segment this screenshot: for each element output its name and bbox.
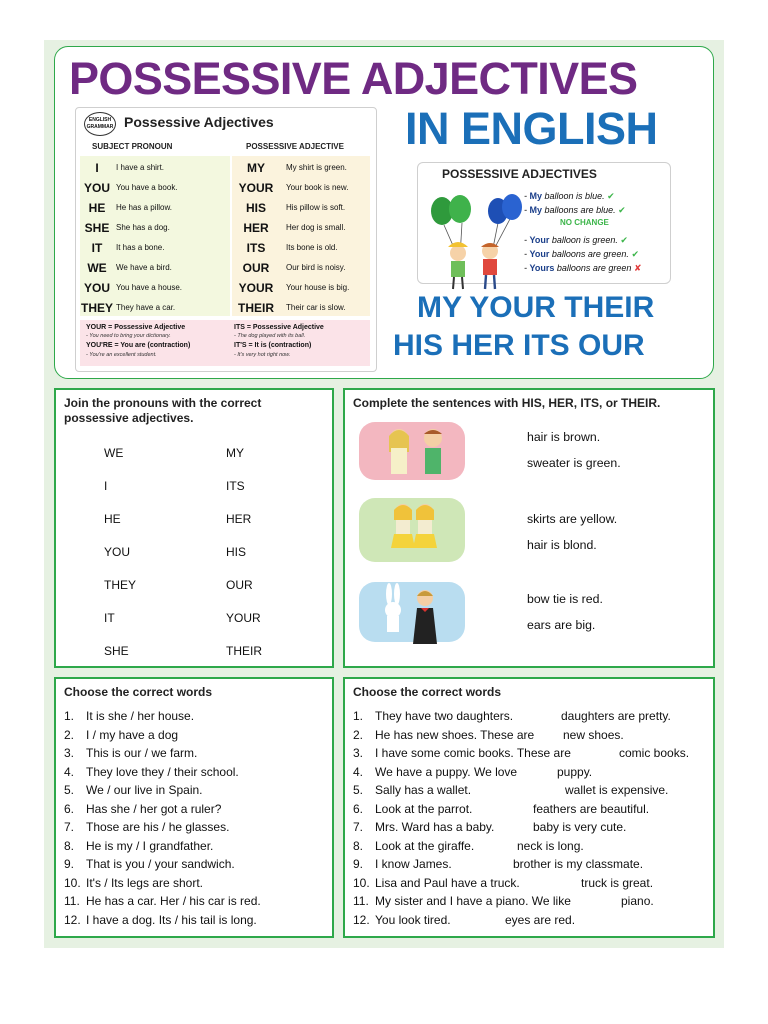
note-youre: YOU'RE = You are (contraction) [86, 342, 191, 349]
sentence-to-complete: hair is brown. [527, 430, 601, 444]
sentence-start: He has new shoes. These are [375, 727, 535, 742]
possessive-adjective: ITS [246, 241, 266, 255]
balloon-sentence [524, 263, 641, 274]
notes-box [80, 320, 370, 366]
item-number: 7. [64, 820, 75, 834]
boy-and-girl-illustration [359, 422, 465, 480]
item-number: 5. [353, 783, 364, 797]
pronoun-item[interactable]: WE [104, 446, 124, 460]
picture-boy-and-girl [359, 422, 465, 480]
exercise-join-pronouns [54, 388, 334, 668]
possessive-adjective: MY [247, 161, 265, 175]
grammar-row [76, 218, 376, 238]
grammar-card-title: Possessive Adjectives [124, 114, 274, 130]
grammar-badge: ENGLISH GRAMMAR [84, 112, 116, 136]
possessive-adjective: THEIR [238, 301, 274, 315]
pronoun-item[interactable]: THEY [104, 578, 137, 592]
fill-sentence [353, 894, 571, 908]
item-number: 6. [353, 801, 364, 816]
sentence-end: piano. [621, 894, 654, 908]
note-it-s: IT'S = It is (contraction) [234, 342, 312, 349]
note-youre-example: - You're an excellent student. [86, 352, 157, 358]
adjective-example: Your house is big. [286, 283, 350, 292]
pronoun-item[interactable]: I [104, 479, 108, 493]
fill-sentence [353, 857, 452, 871]
subject-pronoun: WE [87, 261, 107, 275]
pronoun-example: She has a dog. [116, 223, 170, 232]
note-your-example: - You need to bring your dictionary. [86, 333, 171, 339]
item-number: 11. [353, 894, 369, 908]
fill-sentence [353, 728, 534, 742]
pronoun-example: He has a pillow. [116, 203, 173, 212]
balloon-sentence [524, 191, 615, 202]
item-text: We / our live in Spain. [86, 783, 203, 797]
possessive-adjective: YOUR [238, 181, 274, 195]
sentence-end: truck is great. [581, 875, 654, 890]
sentence-start: I have some comic books. These are [375, 746, 571, 760]
sentence-dash: - [524, 249, 527, 259]
fill-sentence [353, 765, 517, 779]
pronoun-item[interactable]: YOU [104, 545, 131, 559]
sentence-end: daughters are pretty. [561, 709, 671, 723]
fill-sentence [353, 913, 451, 927]
balloon-picture-card [417, 162, 671, 284]
twin-girls-illustration [359, 498, 465, 562]
item-number: 9. [353, 857, 364, 871]
sentence-dash: - [524, 205, 527, 215]
sentence-rest: balloons are green. [549, 249, 629, 259]
adjective-item[interactable]: HIS [226, 545, 247, 559]
item-text: This is our / we farm. [86, 746, 198, 760]
item-text: He is my / I grandfather. [86, 838, 214, 853]
header-panel [54, 46, 714, 379]
subject-pronoun: HE [88, 201, 106, 215]
item-number: 6. [64, 801, 75, 816]
pronoun-item[interactable]: IT [104, 611, 115, 625]
choice-sentence[interactable] [64, 839, 213, 853]
adjective-item[interactable]: YOUR [226, 611, 261, 625]
sentence-start: I know James. [375, 857, 452, 871]
grammar-row [76, 238, 376, 258]
exercise1-instruction: Join the pronouns with the correct possessive adjectives. [64, 396, 262, 425]
item-text: They love they / their school. [86, 764, 239, 779]
picture-magician-and-rabbit [359, 582, 465, 642]
check-icon: ✔ [618, 205, 626, 215]
item-number: 8. [353, 838, 364, 853]
grammar-row [76, 158, 376, 178]
pronoun-example: I have a shirt. [116, 163, 165, 172]
choice-sentence[interactable] [64, 802, 221, 816]
possessive-adjective: HER [243, 221, 269, 235]
item-number: 12. [64, 912, 81, 927]
big-words-row-2: HIS HER ITS OUR [393, 329, 645, 362]
item-number: 2. [353, 727, 364, 742]
pronoun-example: You have a house. [116, 283, 182, 292]
possessive-adjective: YOUR [238, 281, 274, 295]
exercise2-instruction: Complete the sentences with HIS, HER, ITS, or THEIR. [353, 396, 661, 410]
sentence-end: comic books. [619, 746, 690, 760]
grammar-row [76, 198, 376, 218]
adjective-example: Your book is new. [286, 183, 349, 192]
note-its: ITS = Possessive Adjective [234, 324, 324, 331]
sentence-end: baby is very cute. [533, 820, 627, 834]
fill-sentence [353, 709, 513, 723]
grammar-row [76, 278, 376, 298]
sentence-start: You look tired. [375, 912, 451, 927]
item-number: 1. [353, 709, 364, 723]
exercise-choose-words-1 [54, 677, 334, 938]
balloon-sentence [524, 235, 628, 246]
sentence-possessive-word: Your [529, 235, 550, 245]
choice-sentence[interactable] [64, 820, 229, 834]
page-subtitle: IN ENGLISH [405, 103, 658, 154]
subject-pronoun: YOU [83, 181, 110, 195]
item-number: 2. [64, 727, 75, 742]
column-header-adjective: POSSESSIVE ADJECTIVE [246, 142, 344, 151]
item-number: 3. [64, 746, 75, 760]
item-text: He has a car. Her / his car is red. [86, 894, 261, 908]
sentence-start: Sally has a wallet. [375, 783, 472, 797]
fill-sentence [353, 876, 520, 890]
sentence-start: My sister and I have a piano. We like [375, 894, 571, 908]
balloon-sentence [524, 249, 639, 260]
sentence-start: Lisa and Paul have a truck. [375, 875, 520, 890]
item-number: 1. [64, 709, 75, 723]
sentence-end: wallet is expensive. [565, 783, 669, 797]
subject-pronoun: YOU [83, 281, 110, 295]
item-number: 4. [64, 764, 75, 779]
sentence-possessive-word: Your [529, 249, 550, 259]
choice-sentence[interactable] [64, 709, 194, 723]
kids-with-balloons-illustration [422, 185, 522, 295]
subject-pronoun: IT [91, 241, 103, 255]
fill-sentence [353, 839, 474, 853]
choice-sentence[interactable] [64, 876, 203, 890]
big-words-row-1: MY YOUR THEIR [417, 291, 655, 324]
grammar-row [76, 298, 376, 318]
adjective-example: His pillow is soft. [286, 203, 346, 212]
sentence-start: Mrs. Ward has a baby. [375, 820, 495, 834]
adjective-item[interactable]: MY [226, 446, 244, 460]
sentence-rest: balloon is green. [549, 235, 618, 245]
sentence-possessive-word: My [529, 191, 543, 201]
choice-sentence[interactable] [64, 894, 261, 908]
item-text: It's / Its legs are short. [86, 875, 203, 890]
fill-sentence [353, 783, 471, 797]
note-your: YOUR = Possessive Adjective [86, 324, 186, 331]
adjective-item[interactable]: HER [226, 512, 252, 526]
no-change-label: NO CHANGE [560, 218, 609, 227]
grammar-row [76, 178, 376, 198]
item-number: 9. [64, 857, 75, 871]
item-number: 10. [64, 875, 81, 890]
choice-sentence[interactable] [64, 765, 239, 779]
choice-sentence[interactable] [64, 857, 235, 871]
page-title: POSSESSIVE ADJECTIVES [69, 53, 638, 104]
note-its-example: - The dog played with its ball. [234, 333, 306, 339]
exercise4-instruction: Choose the correct words [353, 685, 502, 699]
pronoun-example: You have a book. [116, 183, 178, 192]
balloon-sentence [524, 205, 626, 216]
item-text: That is you / your sandwich. [86, 857, 235, 871]
item-number: 11. [64, 894, 80, 908]
item-number: 7. [353, 820, 364, 834]
item-number: 10. [353, 875, 370, 890]
exercise-choose-words-2 [343, 677, 715, 938]
item-number: 8. [64, 838, 75, 853]
subject-pronoun: SHE [84, 221, 110, 235]
choice-sentence[interactable] [64, 783, 203, 797]
check-icon: ✔ [631, 249, 639, 259]
adjective-example: Her dog is small. [286, 223, 346, 232]
sentence-to-complete: hair is blond. [527, 538, 597, 552]
cross-icon: ✘ [633, 263, 642, 273]
sentence-to-complete: sweater is green. [527, 456, 621, 470]
adjective-example: Our bird is noisy. [286, 263, 346, 272]
sentence-end: new shoes. [563, 727, 624, 742]
sentence-dash: - [524, 235, 527, 245]
note-it-s-example: - It's very hot right now. [234, 352, 291, 358]
item-text: I / my have a dog [86, 727, 179, 742]
pronoun-example: They have a car. [116, 303, 176, 312]
sentence-to-complete: skirts are yellow. [527, 512, 618, 526]
sentence-possessive-word: Yours [529, 263, 555, 273]
adjective-example: Their car is slow. [286, 303, 346, 312]
sentence-start: They have two daughters. [375, 709, 514, 723]
item-text: It is she / her house. [86, 709, 195, 723]
grammar-card [75, 107, 377, 372]
pronoun-item[interactable]: SHE [104, 644, 129, 658]
sentence-end: eyes are red. [505, 912, 576, 927]
sentence-dash: - [524, 263, 527, 273]
adjective-example: Its bone is old. [286, 243, 338, 252]
item-text: I have a dog. Its / his tail is long. [86, 912, 257, 927]
sentence-end: feathers are beautiful. [533, 801, 650, 816]
sentence-start: We have a puppy. We love [375, 764, 518, 779]
fill-sentence [353, 746, 571, 760]
magician-and-rabbit-illustration [359, 582, 465, 652]
fill-sentence [353, 820, 494, 834]
adjective-item[interactable]: OUR [226, 578, 253, 592]
subject-pronoun: I [95, 161, 99, 175]
check-icon: ✔ [620, 235, 628, 245]
pronoun-example: We have a bird. [116, 263, 172, 272]
sentence-possessive-word: My [529, 205, 543, 215]
possessive-adjective: HIS [245, 201, 266, 215]
item-number: 4. [353, 764, 364, 779]
adjective-item[interactable]: THEIR [226, 644, 262, 658]
item-number: 5. [64, 783, 75, 797]
sentence-start: Look at the parrot. [375, 801, 473, 816]
sentence-start: Look at the giraffe. [375, 838, 475, 853]
sentence-end: neck is long. [517, 838, 584, 853]
exercise-complete-sentences [343, 388, 715, 668]
item-number: 12. [353, 912, 370, 927]
sentence-dash: - [524, 191, 527, 201]
sentence-end: puppy. [557, 764, 593, 779]
column-header-pronoun: SUBJECT PRONOUN [92, 142, 173, 151]
item-number: 3. [353, 746, 364, 760]
subject-pronoun: THEY [80, 301, 113, 315]
pronoun-example: It has a bone. [116, 243, 165, 252]
choice-sentence[interactable] [64, 746, 197, 760]
fill-sentence [353, 802, 472, 816]
grammar-row [76, 258, 376, 278]
adjective-example: My shirt is green. [286, 163, 347, 172]
sentence-to-complete: ears are big. [527, 618, 596, 632]
choice-sentence[interactable] [64, 728, 178, 742]
adjective-item[interactable]: ITS [226, 479, 245, 493]
check-icon: ✔ [607, 191, 615, 201]
item-text: Those are his / he glasses. [86, 820, 230, 834]
picture-twin-girls [359, 498, 465, 562]
sentence-to-complete: bow tie is red. [527, 592, 603, 606]
sentence-rest: balloons are blue. [542, 205, 616, 215]
pronoun-item[interactable]: HE [104, 512, 121, 526]
picture-card-title: POSSESSIVE ADJECTIVES [442, 167, 597, 181]
exercise3-instruction: Choose the correct words [64, 685, 213, 699]
possessive-adjective: OUR [242, 261, 270, 275]
choice-sentence[interactable] [64, 913, 257, 927]
item-text: Has she / her got a ruler? [86, 801, 222, 816]
sentence-rest: balloon is blue. [542, 191, 605, 201]
sentence-rest: balloons are green [554, 263, 632, 273]
sentence-end: brother is my classmate. [513, 857, 644, 871]
